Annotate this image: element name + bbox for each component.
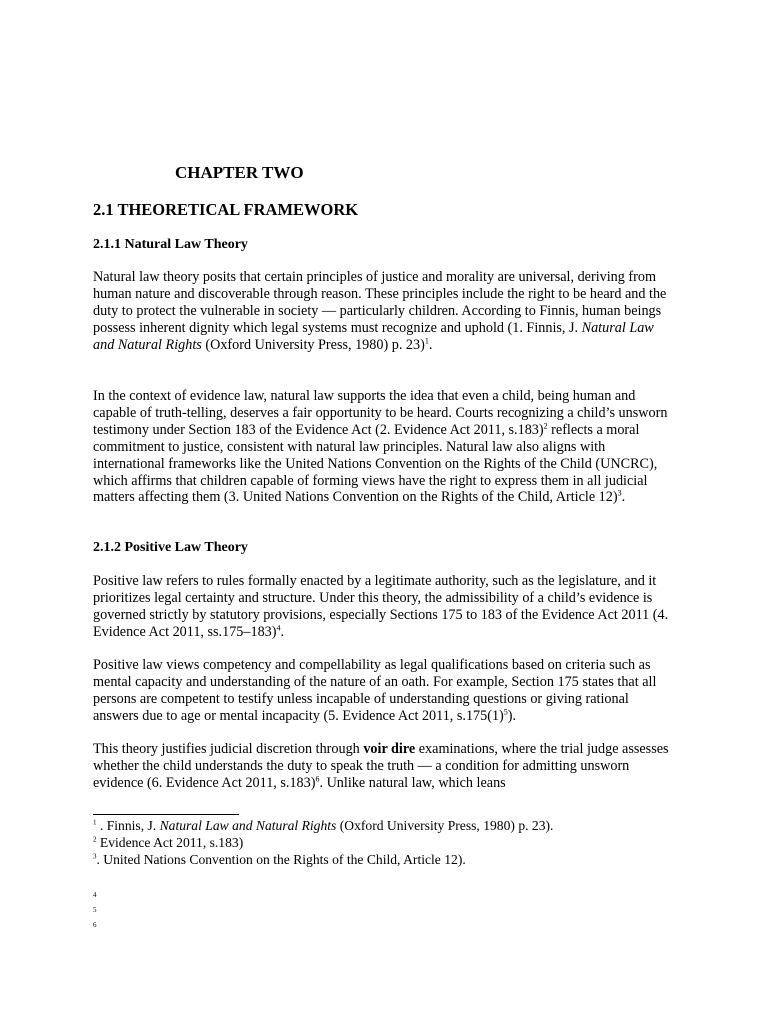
paragraph-positive-law-1: Positive law refers to rules formally enacted by a legitimate authority, such as the legislature, and it prioritizes legal certainty and structure. Under this theory, the admissibility of a child’s evidence is governed strictly by statutory provisions, especially Sections 175 to 183 of the Evidence Act 2011 (4. Evidence Act 2011, ss.175–183)$^4$. <box>93 573 669 640</box>
footnote-5: 5 <box>93 906 97 914</box>
footnote-3: $^3$. United Nations Convention on the Rights of the Child, Article 12). <box>93 852 466 867</box>
subsection-heading-natural-law: 2.1.1 Natural Law Theory <box>93 237 248 252</box>
footnote-separator <box>93 814 239 815</box>
footnote-ref-2[interactable]: 2 <box>543 421 548 431</box>
footnote-ref-5[interactable]: 5 <box>503 706 508 716</box>
footnote-ref-6[interactable]: 6 <box>315 774 320 784</box>
footnote-2: $^2$ Evidence Act 2011, s.183) <box>93 835 244 850</box>
chapter-title: CHAPTER TWO <box>175 163 304 182</box>
footnote-ref-4[interactable]: 4 <box>276 622 281 632</box>
section-heading: 2.1 THEORETICAL FRAMEWORK <box>93 200 359 219</box>
footnote-6: 6 <box>93 921 97 929</box>
footnote-ref-3[interactable]: 3 <box>617 488 622 498</box>
paragraph-positive-law-2: Positive law views competency and compellability as legal qualifications based on criteria such as mental capacity and understanding of the nature of an oath. For example, Section 175 states that all persons are competent to testify unless incapable of understanding questions or giving rational answers due to age or mental incapacity (5. Evidence Act 2011, $s.175(1)^5$). <box>93 657 657 724</box>
footnote-1: $^1$ . Finnis, J. Natural Law and Natural Rights (Oxford University Press, 1980) p. 23). <box>93 818 554 833</box>
subsection-heading-positive-law: 2.1.2 Positive Law Theory <box>93 540 248 555</box>
paragraph-natural-law-2: In the context of evidence law, natural law supports the idea that even a child, being human and capable of truth-telling, deserves a fair opportunity to be heard. Courts recognizing a child’s unsworn testimony under Section 183 of the Evidence Act (2. Evidence Act 2011, s.183)$^2$ reflects a moral commitment to justice, consistent with natural law principles. Natural law also aligns with international frameworks like the United Nations Convention on the Rights of the Child (UNCRC), which affirms that children capable of forming views have the right to express them in all judicial matters affecting them (3. United Nations Convention on the Rights of the Child, Article 12)$^3$. <box>93 388 668 506</box>
footnote-4: 4 <box>93 891 97 899</box>
paragraph-positive-law-3: This theory justifies judicial discretion through voir dire examinations, where the trial judge assesses whether the child understands the duty to speak the truth — a condition for admitting unsworn evidence (6. Evidence Act 2011, s.183)$^6$. Unlike natural law, which leans <box>93 741 669 791</box>
paragraph-natural-law-1: Natural law theory posits that certain principles of justice and morality are universal, deriving from human nature and discoverable through reason. These principles include the right to be heard and the duty to protect the vulnerable in society — particularly children. According to Finnis, human beings possess inherent dignity which legal systems must recognize and uphold (1. Finnis, J. Natural Law and Natural Rights (Oxford University Press, 1980) p. 23)$^1$. <box>93 269 667 353</box>
footnote-ref-1[interactable]: 1 <box>424 335 429 345</box>
